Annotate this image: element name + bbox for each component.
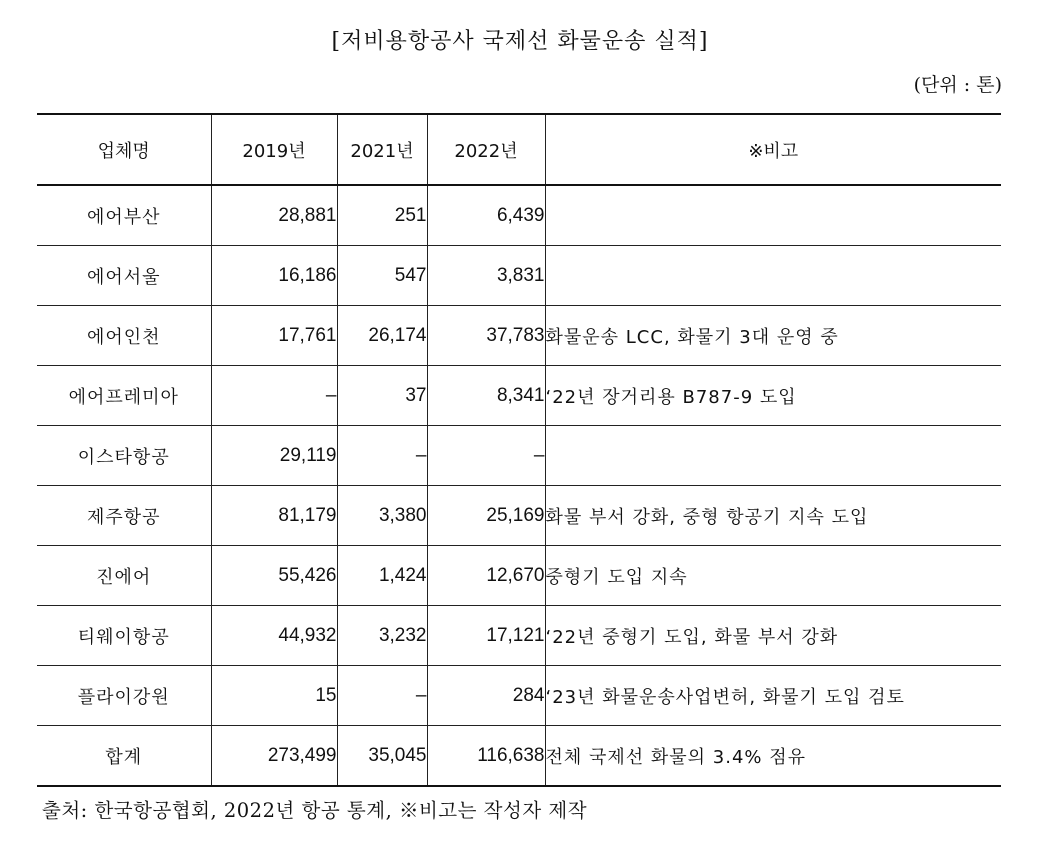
- header-company: 업체명: [37, 114, 211, 185]
- table-row: [37, 666, 1001, 726]
- value-2022-cell: 6,439: [427, 185, 545, 246]
- table-row: [37, 486, 1001, 546]
- company-cell: 에어프레미아: [37, 366, 211, 426]
- note-cell: [545, 185, 1001, 246]
- value-2019-cell: 17,761: [211, 306, 337, 366]
- table-row: [37, 366, 1001, 426]
- note-cell: [545, 426, 1001, 486]
- company-cell: 플라이강원: [37, 666, 211, 726]
- value-2022-cell: 116,638: [427, 726, 545, 787]
- table-row: [37, 306, 1001, 366]
- value-2019-cell: 29,119: [211, 426, 337, 486]
- table-row: [37, 426, 1001, 486]
- cargo-performance-table: [37, 113, 1001, 787]
- table-header-row: [37, 114, 1001, 185]
- value-2022-cell: 17,121: [427, 606, 545, 666]
- company-cell: 제주항공: [37, 486, 211, 546]
- value-2021-cell: 35,045: [337, 726, 427, 787]
- value-2021-cell: –: [337, 666, 427, 726]
- value-2019-cell: 28,881: [211, 185, 337, 246]
- value-2019-cell: 16,186: [211, 246, 337, 306]
- value-2021-cell: 3,380: [337, 486, 427, 546]
- total-row: [37, 726, 1001, 787]
- header-2021: 2021년: [337, 114, 427, 185]
- value-2021-cell: 1,424: [337, 546, 427, 606]
- value-2022-cell: 284: [427, 666, 545, 726]
- company-cell: 에어인천: [37, 306, 211, 366]
- source-note: 출처: 한국항공협회, 2022년 항공 통계, ※비고는 작성자 제작: [42, 799, 588, 822]
- company-cell: 티웨이항공: [37, 606, 211, 666]
- company-cell: 에어부산: [37, 185, 211, 246]
- value-2022-cell: 8,341: [427, 366, 545, 426]
- table-row: [37, 246, 1001, 306]
- page-title: [저비용항공사 국제선 화물운송 실적]: [331, 29, 709, 54]
- header-2019: 2019년: [211, 114, 337, 185]
- table-row: [37, 546, 1001, 606]
- value-2021-cell: 26,174: [337, 306, 427, 366]
- value-2022-cell: 3,831: [427, 246, 545, 306]
- value-2022-cell: 12,670: [427, 546, 545, 606]
- company-cell: 진에어: [37, 546, 211, 606]
- value-2019-cell: 44,932: [211, 606, 337, 666]
- note-cell: 화물운송 LCC, 화물기 3대 운영 중: [545, 306, 1001, 366]
- unit-label: (단위 : 톤): [913, 74, 1002, 96]
- value-2019-cell: 15: [211, 666, 337, 726]
- value-2022-cell: –: [427, 426, 545, 486]
- note-cell: ‘23년 화물운송사업변허, 화물기 도입 검토: [545, 666, 1001, 726]
- value-2022-cell: 25,169: [427, 486, 545, 546]
- value-2019-cell: 273,499: [211, 726, 337, 787]
- note-cell: 전체 국제선 화물의 3.4% 점유: [545, 726, 1001, 787]
- note-cell: [545, 246, 1001, 306]
- company-cell: 에어서울: [37, 246, 211, 306]
- note-cell: ‘22년 중형기 도입, 화물 부서 강화: [545, 606, 1001, 666]
- value-2021-cell: –: [337, 426, 427, 486]
- note-cell: 화물 부서 강화, 중형 항공기 지속 도입: [545, 486, 1001, 546]
- company-cell: 합계: [37, 726, 211, 787]
- header-note: ※비고: [545, 114, 1001, 185]
- value-2022-cell: 37,783: [427, 306, 545, 366]
- note-cell: 중형기 도입 지속: [545, 546, 1001, 606]
- value-2021-cell: 547: [337, 246, 427, 306]
- value-2021-cell: 3,232: [337, 606, 427, 666]
- value-2021-cell: 251: [337, 185, 427, 246]
- value-2019-cell: –: [211, 366, 337, 426]
- note-cell: ‘22년 장거리용 B787-9 도입: [545, 366, 1001, 426]
- company-cell: 이스타항공: [37, 426, 211, 486]
- header-2022: 2022년: [427, 114, 545, 185]
- value-2019-cell: 81,179: [211, 486, 337, 546]
- value-2021-cell: 37: [337, 366, 427, 426]
- value-2019-cell: 55,426: [211, 546, 337, 606]
- table-row: [37, 606, 1001, 666]
- table-row: [37, 185, 1001, 246]
